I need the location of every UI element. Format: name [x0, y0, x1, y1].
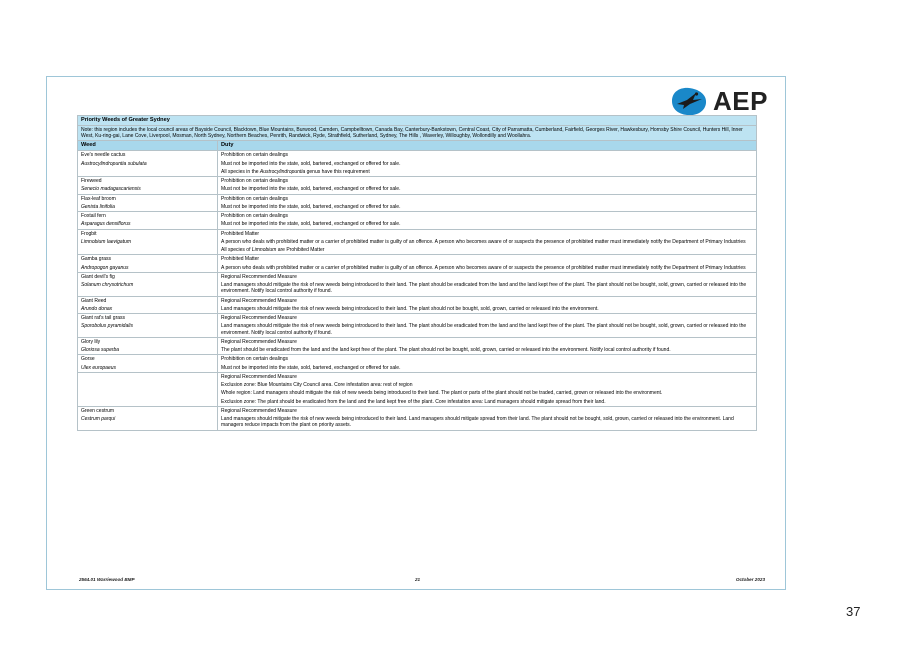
duty-note-suffix: genus have this requirement: [305, 168, 370, 175]
duty-cell: [218, 151, 757, 177]
table-title-row: [78, 116, 757, 126]
weed-cell: [78, 229, 218, 255]
weed-common-name: Frogbit: [81, 230, 97, 237]
duty-type: Regional Recommended Measure: [221, 373, 297, 380]
table-row: [78, 151, 757, 177]
weed-cell: [78, 272, 218, 296]
table-row: [78, 255, 757, 273]
bird-in-circle-icon: [669, 85, 709, 117]
duty-note: [221, 169, 753, 175]
table-title: Priority Weeds of Greater Sydney: [78, 116, 757, 126]
duty-text: A person who deals with prohibited matter or a carrier of prohibited matter is guilty of an offence. A person who becomes aware of or suspects the presence of prohibited matter must immediately notify the Department of Primary Industries: [221, 264, 746, 271]
weed-cell: [78, 151, 218, 177]
table-row: [78, 194, 757, 212]
weed-scientific-name: Austrocylindropuntia subulata: [81, 160, 147, 167]
weed-scientific-name: Cestrum parqui: [81, 416, 116, 423]
weed-cell: [78, 194, 218, 212]
duty-type: Prohibition on certain dealings: [221, 152, 288, 159]
weed-cell: [78, 255, 218, 273]
duty-cell: [218, 406, 757, 430]
duty-cell: [218, 212, 757, 230]
duty-cell: [218, 229, 757, 255]
table-row: [78, 212, 757, 230]
duty-type: Regional Recommended Measure: [221, 338, 297, 345]
duty-cell: [218, 314, 757, 338]
weed-cell: [78, 212, 218, 230]
duty-type: Regional Recommended Measure: [221, 315, 297, 322]
duty-note-prefix: All species in the: [221, 168, 260, 175]
duty-type: Regional Recommended Measure: [221, 407, 297, 414]
duty-type: Regional Recommended Measure: [221, 273, 297, 280]
duty-text: Must not be imported into the state, sold, bartered, exchanged or offered for sale.: [221, 203, 401, 210]
priority-weeds-table: [77, 115, 757, 431]
duty-type: Prohibition on certain dealings: [221, 195, 288, 202]
duty-cell: [218, 337, 757, 355]
duty-cell: [218, 272, 757, 296]
table-row: [78, 272, 757, 296]
table-note: Note: this region includes the local council areas of Bayside Council, Blacktown, Blue Mountains, Burwood, Camden, Campbelltown, Canada Bay, Canterbury-Bankstown, Central Coast, City of Parramatta, Cumberland, Fairfield, Georges River, Hawkesbury, Hornsby Shire Council, Hunters Hill, Inner West, Ku-ring-gai, Lane Cove, Liverpool, Mosman, North Sydney, Northern Beaches, Penrith, Randwick, Ryde, Strathfield, Sutherland, Sydney, The Hills , Waverley, Willoughby, Wollondilly and Woollahra.: [78, 125, 757, 141]
table-row: [78, 355, 757, 373]
duty-type: Prohibition on certain dealings: [221, 213, 288, 220]
duty-text: A person who deals with prohibited matter or a carrier of prohibited matter is guilty of an offence. A person who becomes aware of or suspects the presence of prohibited matter must immediately notify the Department of Primary Industries: [221, 238, 746, 245]
duty-type: Prohibited Matter: [221, 230, 260, 237]
weed-cell: [78, 314, 218, 338]
weed-cell: [78, 177, 218, 195]
table-row: [78, 406, 757, 430]
duty-text: Must not be imported into the state, sold, bartered, exchanged or offered for sale.: [221, 364, 401, 371]
weed-common-name: Fireweed: [81, 178, 102, 185]
weed-common-name: Foxtail fern: [81, 213, 106, 220]
weed-common-name: Green cestrum: [81, 407, 115, 414]
duty-note-taxon: Limnobium: [251, 247, 277, 254]
table-row: [78, 177, 757, 195]
duty-text: Must not be imported into the state, sold, bartered, exchanged or offered for sale.: [221, 160, 401, 167]
table-row: [78, 337, 757, 355]
duty-type: Prohibition on certain dealings: [221, 178, 288, 185]
weed-scientific-name: Limnobium laevigatum: [81, 238, 132, 245]
column-header-weed: Weed: [78, 141, 218, 151]
weed-scientific-name: Senecio madagascariensis: [81, 186, 141, 193]
duty-note-prefix: All species of: [221, 247, 252, 254]
document-page: [46, 76, 786, 590]
duty-note-suffix: are Prohibited Matter: [276, 247, 325, 254]
weed-scientific-name: Sporobolus pyramidalis: [81, 323, 133, 330]
table-header-row: [78, 141, 757, 151]
weed-common-name: Giant devil's fig: [81, 273, 115, 280]
table-note-row: [78, 125, 757, 141]
duty-text: Land managers should mitigate the risk of new weeds being introduced to their land. The plant should be eradicated from the land and the land kept free of the plant. The plant should not be bought, sold, grown, carried or released into the environment. Notify local control authority if found.: [221, 282, 747, 295]
duty-cell: [218, 355, 757, 373]
column-header-duty: Duty: [218, 141, 757, 151]
duty-text: Land managers should mitigate the risk of new weeds being introduced to their land. The plant should not be bought, sold, grown, carried or released into the environment.: [221, 305, 599, 312]
weed-common-name: Gorse: [81, 356, 95, 363]
weed-scientific-name: Andropogon gayanus: [81, 264, 129, 271]
weed-scientific-name: Gloriosa superba: [81, 347, 120, 354]
weed-scientific-name: Solanum chrysotrichum: [81, 282, 134, 289]
logo-text: AEP: [713, 86, 768, 116]
duty-cell: [218, 296, 757, 314]
duty-type: Regional Recommended Measure: [221, 297, 297, 304]
aep-logo: [669, 85, 768, 117]
weed-cell: [78, 406, 218, 430]
weed-common-name: Glory lily: [81, 338, 101, 345]
duty-type: Prohibition on certain dealings: [221, 356, 288, 363]
duty-cell: [218, 255, 757, 273]
table-row: [78, 314, 757, 338]
duty-note-taxon: Austrocylindropuntia: [259, 168, 306, 175]
duty-text: The plant should be eradicated from the land and the land kept free of the plant. The plant should not be bought, sold, grown, carried or released into the environment. Notify local control authority if found.: [221, 347, 671, 354]
footer-date: October 2023: [735, 577, 765, 582]
table-row: [78, 372, 757, 406]
duty-text: Land managers should mitigate the risk of new weeds being introduced to their land. Land managers should mitigate spread from their land. The plant should not be bought, sold, grown, carried or released into the environment. Land managers reduce impacts from the plant on priority assets.: [221, 416, 734, 429]
duty-text: Must not be imported into the state, sold, bartered, exchanged or offered for sale.: [221, 186, 401, 193]
duty-cell: [218, 372, 757, 406]
duty-type: Prohibited Matter: [221, 256, 260, 263]
duty-text: Exclusion zone: The plant should be eradicated from the land and the land kept free of the plant. Core infestation area: Land managers should mitigate spread from their land.: [221, 398, 606, 405]
duty-text: Exclusion zone: Blue Mountains City Council area. Core infestation area: rest of region: [221, 382, 413, 389]
duty-cell: [218, 177, 757, 195]
duty-text: Land managers should mitigate the risk of new weeds being introduced to their land. The plant should be eradicated from the land and the land kept free of the plant. The plant should not be bought, sold, grown, carried or released into the environment. Notify local control authority if found.: [221, 323, 747, 336]
weed-cell: [78, 355, 218, 373]
weed-common-name: Gamba grass: [81, 256, 112, 263]
weed-common-name: Eve's needle cactus: [81, 152, 126, 159]
duty-cell: [218, 194, 757, 212]
footer-document-id: 2564.01 Warriewood BMP: [79, 577, 135, 582]
weed-scientific-name: Arundo donax: [81, 305, 113, 312]
duty-note: [221, 247, 753, 253]
table-row: [78, 296, 757, 314]
table-row: [78, 229, 757, 255]
weed-common-name: Giant Reed: [81, 297, 107, 304]
weed-scientific-name: Asparagus densiflorus: [81, 221, 131, 228]
footer-page-number: 21: [415, 577, 421, 582]
weed-common-name: Giant rat's tail grass: [81, 315, 126, 322]
weed-scientific-name: Genista linifolia: [81, 203, 115, 210]
weed-cell: [78, 372, 218, 406]
slide-page-number: 37: [846, 604, 861, 619]
duty-text: Whole region: Land managers should mitigate the risk of new weeds being introduced to their land. The plant or parts of the plant should not be traded, carried, grown or released into the environment.: [221, 390, 663, 397]
weed-common-name: Flax-leaf broom: [81, 195, 116, 202]
weed-cell: [78, 337, 218, 355]
weed-cell: [78, 296, 218, 314]
duty-text: Must not be imported into the state, sold, bartered, exchanged or offered for sale.: [221, 221, 401, 228]
table-body: [78, 151, 757, 430]
weed-scientific-name: Ulex europaeus: [81, 364, 117, 371]
